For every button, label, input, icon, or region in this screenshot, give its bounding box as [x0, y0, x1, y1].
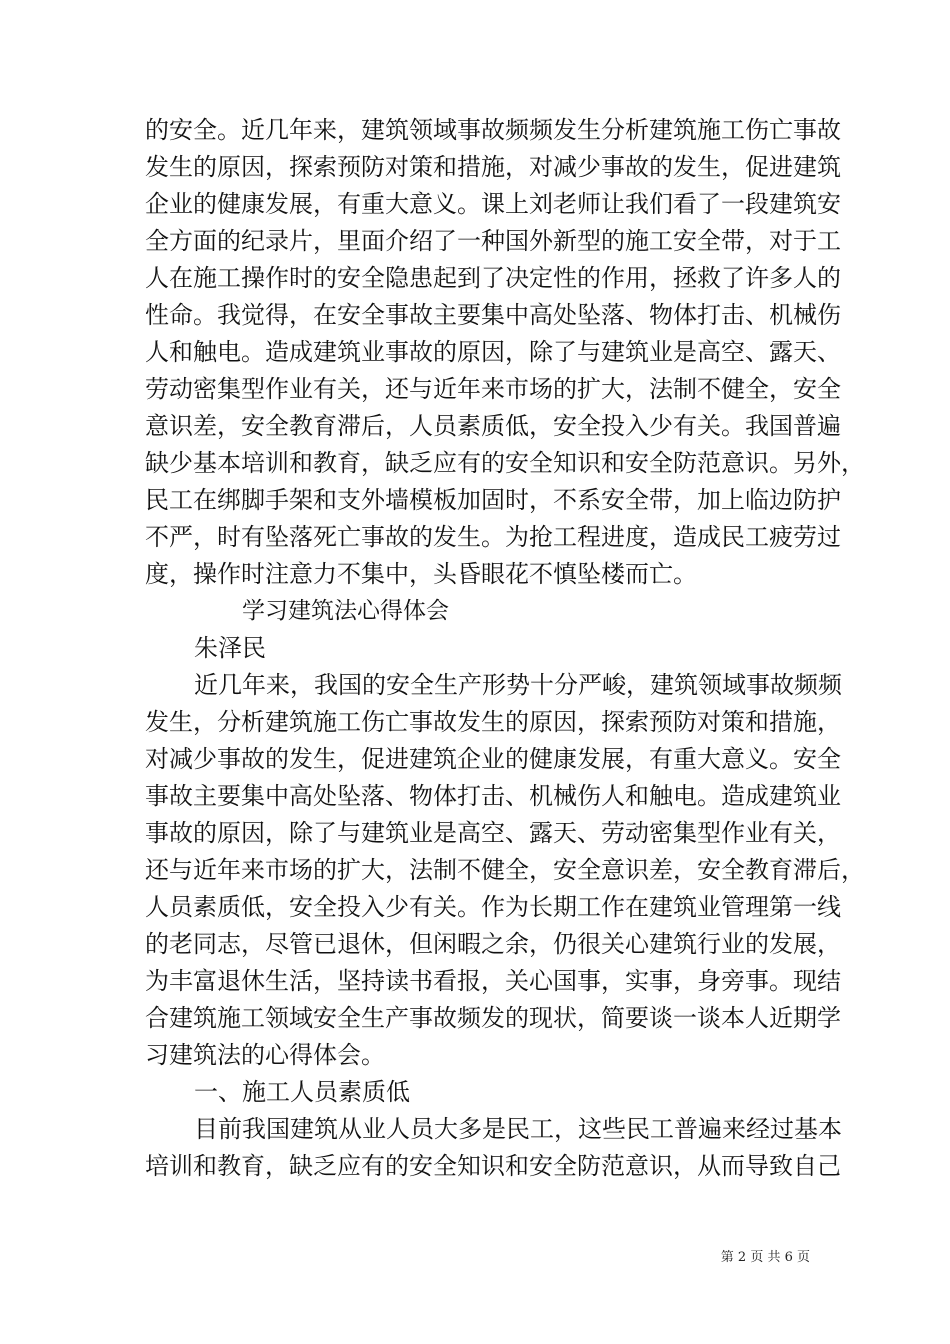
text-line: 人员素质低，安全投入少有关。作为长期工作在建筑业管理第一线 [145, 893, 841, 921]
author-name: 朱泽民 [194, 634, 266, 662]
text-line: 人和触电。造成建筑业事故的原因，除了与建筑业是高空、露天、 [145, 338, 841, 366]
text-line: 事故主要集中高处坠落、物体打击、机械伤人和触电。造成建筑业 [145, 782, 841, 810]
text-line: 不严，时有坠落死亡事故的发生。为抢工程进度，造成民工疲劳过 [145, 523, 841, 551]
text-line: 合建筑施工领域安全生产事故频发的现状，简要谈一谈本人近期学 [145, 1004, 841, 1032]
text-line: 全方面的纪录片，里面介绍了一种国外新型的施工安全带，对于工 [145, 227, 841, 255]
subsection-heading: 一、施工人员素质低 [194, 1078, 410, 1106]
text-line: 企业的健康发展，有重大意义。课上刘老师让我们看了一段建筑安 [145, 190, 841, 218]
text-line: 习建筑法的心得体会。 [145, 1041, 385, 1069]
text-line: 发生的原因，探索预防对策和措施，对减少事故的发生，促进建筑 [145, 153, 841, 181]
text-line: 的老同志，尽管已退休，但闲暇之余，仍很关心建筑行业的发展， [145, 930, 841, 958]
text-line: 人在施工操作时的安全隐患起到了决定性的作用，拯救了许多人的 [145, 264, 841, 292]
text-line: 民工在绑脚手架和支外墙模板加固时，不系安全带，加上临边防护 [145, 486, 841, 514]
section-title: 学习建筑法心得体会 [242, 598, 449, 624]
text-line: 发生，分析建筑施工伤亡事故发生的原因，探索预防对策和措施， [145, 708, 841, 736]
text-line: 意识差，安全教育滞后，人员素质低，安全投入少有关。我国普遍 [145, 412, 841, 440]
text-line: 近几年来，我国的安全生产形势十分严峻，建筑领域事故频频 [194, 671, 842, 699]
text-line: 目前我国建筑从业人员大多是民工，这些民工普遍来经过基本 [194, 1115, 842, 1143]
text-line: 对减少事故的发生，促进建筑企业的健康发展，有重大意义。安全 [145, 745, 841, 773]
text-line: 为丰富退休生活，坚持读书看报，关心国事，实事，身旁事。现结 [145, 967, 841, 995]
text-line: 事故的原因，除了与建筑业是高空、露天、劳动密集型作业有关， [145, 819, 841, 847]
body-text [145, 112, 865, 1185]
text-line: 缺少基本培训和教育，缺乏应有的安全知识和安全防范意识。另外， [145, 449, 865, 477]
page-number: 第 2 页 共 6 页 [720, 1250, 810, 1265]
text-line: 还与近年来市场的扩大，法制不健全，安全意识差，安全教育滞后， [145, 856, 865, 884]
text-line: 的安全。近几年来，建筑领域事故频频发生分析建筑施工伤亡事故 [145, 116, 841, 144]
text-line: 培训和教育，缺乏应有的安全知识和安全防范意识，从而导致自己 [145, 1152, 841, 1180]
text-line: 度，操作时注意力不集中，头昏眼花不慎坠楼而亡。 [145, 560, 697, 588]
text-line: 劳动密集型作业有关，还与近年来市场的扩大，法制不健全，安全 [145, 375, 841, 403]
text-line: 性命。我觉得，在安全事故主要集中高处坠落、物体打击、机械伤 [145, 301, 841, 329]
